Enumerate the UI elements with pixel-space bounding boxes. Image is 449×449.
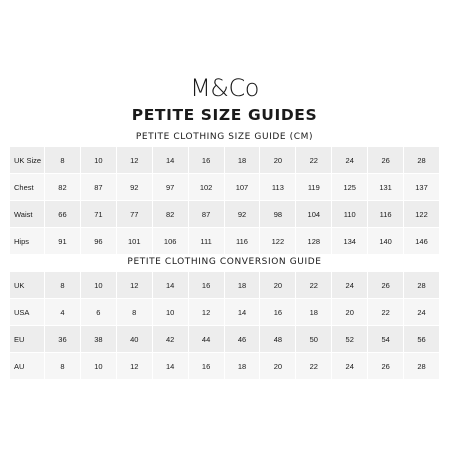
table-cell: 26 [368, 353, 404, 380]
table-cell: 16 [188, 353, 224, 380]
table-cell: 42 [152, 326, 188, 353]
table-cell: 96 [80, 228, 116, 255]
table-cell: 134 [332, 228, 368, 255]
table-row [10, 353, 440, 380]
table-cell: 92 [224, 201, 260, 228]
table-cell: 8 [116, 299, 152, 326]
row-label: AU [10, 353, 45, 380]
table-cell: 28 [404, 272, 440, 299]
table-cell: 131 [368, 174, 404, 201]
table-cell: 12 [116, 147, 152, 174]
row-label: Waist [10, 201, 45, 228]
table-cell: 10 [80, 353, 116, 380]
table-row [10, 228, 440, 255]
table-cell: 20 [260, 353, 296, 380]
table-cell: 16 [260, 299, 296, 326]
table-cell: 101 [116, 228, 152, 255]
table-cell: 116 [224, 228, 260, 255]
table-cell: 10 [80, 147, 116, 174]
table-cell: 40 [116, 326, 152, 353]
table-cell: 104 [296, 201, 332, 228]
table-cell: 77 [116, 201, 152, 228]
table-cell: 119 [296, 174, 332, 201]
table-cell: 102 [188, 174, 224, 201]
table-cell: 122 [260, 228, 296, 255]
row-label: UK Size [10, 147, 45, 174]
table-cell: 14 [152, 147, 188, 174]
table-cell: 14 [224, 299, 260, 326]
table-row [10, 201, 440, 228]
brand-logo: M&Co [190, 74, 259, 102]
table-cell: 106 [152, 228, 188, 255]
table-cell: 87 [188, 201, 224, 228]
row-label: Hips [10, 228, 45, 255]
table-cell: 20 [332, 299, 368, 326]
table-cell: 12 [188, 299, 224, 326]
table-cell: 12 [116, 353, 152, 380]
table-cell: 36 [45, 326, 81, 353]
table-cell: 24 [332, 272, 368, 299]
table-row [10, 326, 440, 353]
clothing-size-table [9, 146, 440, 255]
table-cell: 66 [45, 201, 81, 228]
table-cell: 54 [368, 326, 404, 353]
table-row [10, 272, 440, 299]
table-cell: 20 [260, 147, 296, 174]
table-cell: 28 [404, 353, 440, 380]
table-cell: 48 [260, 326, 296, 353]
table-cell: 146 [404, 228, 440, 255]
table-cell: 24 [404, 299, 440, 326]
page-title: PETITE SIZE GUIDES [131, 106, 318, 124]
table-cell: 14 [152, 272, 188, 299]
table-cell: 44 [188, 326, 224, 353]
table-cell: 111 [188, 228, 224, 255]
table-cell: 18 [224, 272, 260, 299]
table-cell: 10 [80, 272, 116, 299]
row-label: USA [10, 299, 45, 326]
row-label: Chest [10, 174, 45, 201]
table-cell: 20 [260, 272, 296, 299]
table-cell: 14 [152, 353, 188, 380]
table-cell: 52 [332, 326, 368, 353]
table-cell: 140 [368, 228, 404, 255]
table-cell: 137 [404, 174, 440, 201]
table-cell: 50 [296, 326, 332, 353]
table-cell: 22 [368, 299, 404, 326]
table-cell: 8 [45, 353, 81, 380]
table-row [10, 299, 440, 326]
table-cell: 107 [224, 174, 260, 201]
conversion-table [9, 271, 440, 380]
table-cell: 18 [296, 299, 332, 326]
table-cell: 98 [260, 201, 296, 228]
table-cell: 92 [116, 174, 152, 201]
table-cell: 24 [332, 353, 368, 380]
table-cell: 128 [296, 228, 332, 255]
table-cell: 26 [368, 147, 404, 174]
table-cell: 71 [80, 201, 116, 228]
table-cell: 113 [260, 174, 296, 201]
table-cell: 28 [404, 147, 440, 174]
conversion-guide-title: PETITE CLOTHING CONVERSION GUIDE [127, 257, 322, 267]
table-cell: 8 [45, 272, 81, 299]
table-cell: 12 [116, 272, 152, 299]
table-cell: 4 [45, 299, 81, 326]
table-cell: 125 [332, 174, 368, 201]
table-cell: 82 [45, 174, 81, 201]
table-cell: 6 [80, 299, 116, 326]
table-cell: 8 [45, 147, 81, 174]
table-cell: 82 [152, 201, 188, 228]
table-row [10, 147, 440, 174]
table-cell: 87 [80, 174, 116, 201]
table-cell: 56 [404, 326, 440, 353]
table-cell: 116 [368, 201, 404, 228]
table-cell: 22 [296, 353, 332, 380]
table-cell: 38 [80, 326, 116, 353]
table-cell: 122 [404, 201, 440, 228]
row-label: EU [10, 326, 45, 353]
table-cell: 91 [45, 228, 81, 255]
table-cell: 24 [332, 147, 368, 174]
row-label: UK [10, 272, 45, 299]
table-cell: 16 [188, 147, 224, 174]
table-cell: 26 [368, 272, 404, 299]
table-row [10, 174, 440, 201]
table-cell: 10 [152, 299, 188, 326]
clothing-size-guide-title: PETITE CLOTHING SIZE GUIDE (CM) [135, 132, 314, 142]
table-cell: 18 [224, 147, 260, 174]
table-cell: 18 [224, 353, 260, 380]
table-cell: 16 [188, 272, 224, 299]
table-cell: 97 [152, 174, 188, 201]
table-cell: 22 [296, 147, 332, 174]
table-cell: 46 [224, 326, 260, 353]
table-cell: 110 [332, 201, 368, 228]
table-cell: 22 [296, 272, 332, 299]
